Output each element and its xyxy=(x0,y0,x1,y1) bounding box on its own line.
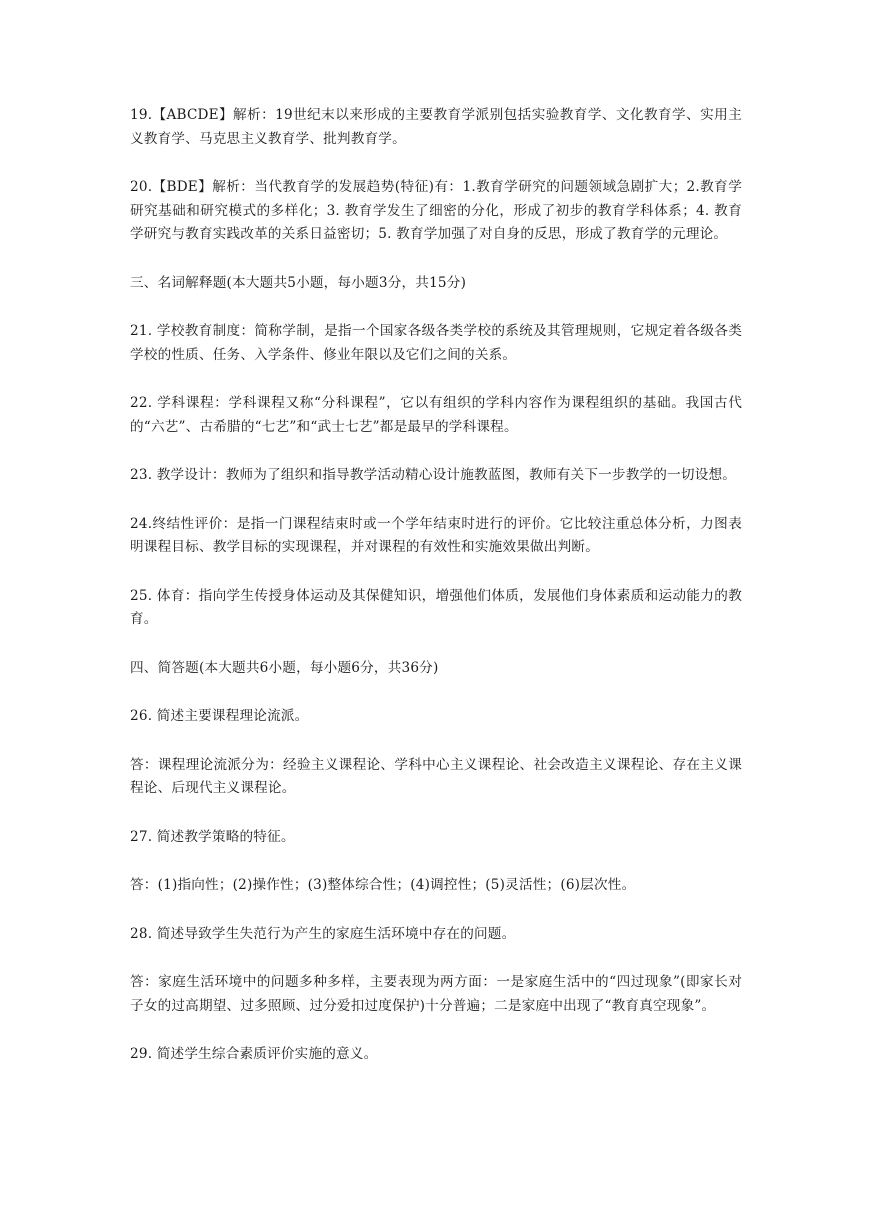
question-28: 28. 简述导致学生失范行为产生的家庭生活环境中存在的问题。 xyxy=(130,925,516,942)
term-25-physical-education: 25. 体育：指向学生传授身体运动及其保健知识，增强他们体质，发展他们身体素质和运动能力的教育。 xyxy=(130,587,742,627)
question-27: 27. 简述教学策略的特征。 xyxy=(130,828,295,845)
section-heading-short-answer: 四、简答题(本大题共6小题，每小题6分，共36分) xyxy=(130,659,439,676)
term-22-subject-curriculum: 22. 学科课程：学科课程又称“分科课程”，它以有组织的学科内容作为课程组织的基础。我国古代的“六艺”、古希腊的“七艺”和“武士七艺”都是最早的学科课程。 xyxy=(130,395,742,435)
term-23-instructional-design: 23. 教学设计：教师为了组织和指导教学活动精心设计施教蓝图，教师有关下一步教学的一切设想。 xyxy=(130,467,737,483)
document-page xyxy=(130,104,742,1092)
answer-28: 答：家庭生活环境中的问题多种多样，主要表现为两方面：一是家庭生活中的“四过现象”(即家长对子女的过高期望、过多照顾、过分爱扣过度保护)十分普遍；二是家庭中出现了“教育真空现象”。 xyxy=(130,974,742,1014)
answer-19-explanation: 19.【ABCDE】解析：19世纪末以来形成的主要教育学派别包括实验教育学、文化教育学、实用主义教育学、马克思主义教育学、批判教育学。 xyxy=(130,107,742,147)
answer-27: 答：(1)指向性；(2)操作性；(3)整体综合性；(4)调控性；(5)灵活性；(6)层次性。 xyxy=(130,877,636,893)
question-29: 29. 简述学生综合素质评价实施的意义。 xyxy=(130,1046,378,1062)
answer-20-explanation: 20.【BDE】解析：当代教育学的发展趋势(特征)有：1.教育学研究的问题领域急剧扩大；2.教育学研究基础和研究模式的多样化；3. 教育学发生了细密的分化，形成了初步的教育学科体系；4. 教育学研究与教育实践改革的关系日益密切；5. 教育学加强了对自身的反思，形成了教育学的元理论。 xyxy=(130,179,742,242)
answer-26: 答：课程理论流派分为：经验主义课程论、学科中心主义课程论、社会改造主义课程论、存在主义课程论、后现代主义课程论。 xyxy=(130,756,742,796)
section-heading-term-definitions: 三、名词解释题(本大题共5小题，每小题3分，共15分) xyxy=(130,274,467,291)
question-26: 26. 简述主要课程理论流派。 xyxy=(130,708,309,724)
term-21-school-system: 21. 学校教育制度：简称学制，是指一个国家各级各类学校的系统及其管理规则，它规定着各级各类学校的性质、任务、入学条件、修业年限以及它们之间的关系。 xyxy=(130,323,742,363)
term-24-summative-evaluation: 24.终结性评价：是指一门课程结束时或一个学年结束时进行的评价。它比较注重总体分析，力图表明课程目标、教学目标的实现课程，并对课程的有效性和实施效果做出判断。 xyxy=(130,515,742,555)
